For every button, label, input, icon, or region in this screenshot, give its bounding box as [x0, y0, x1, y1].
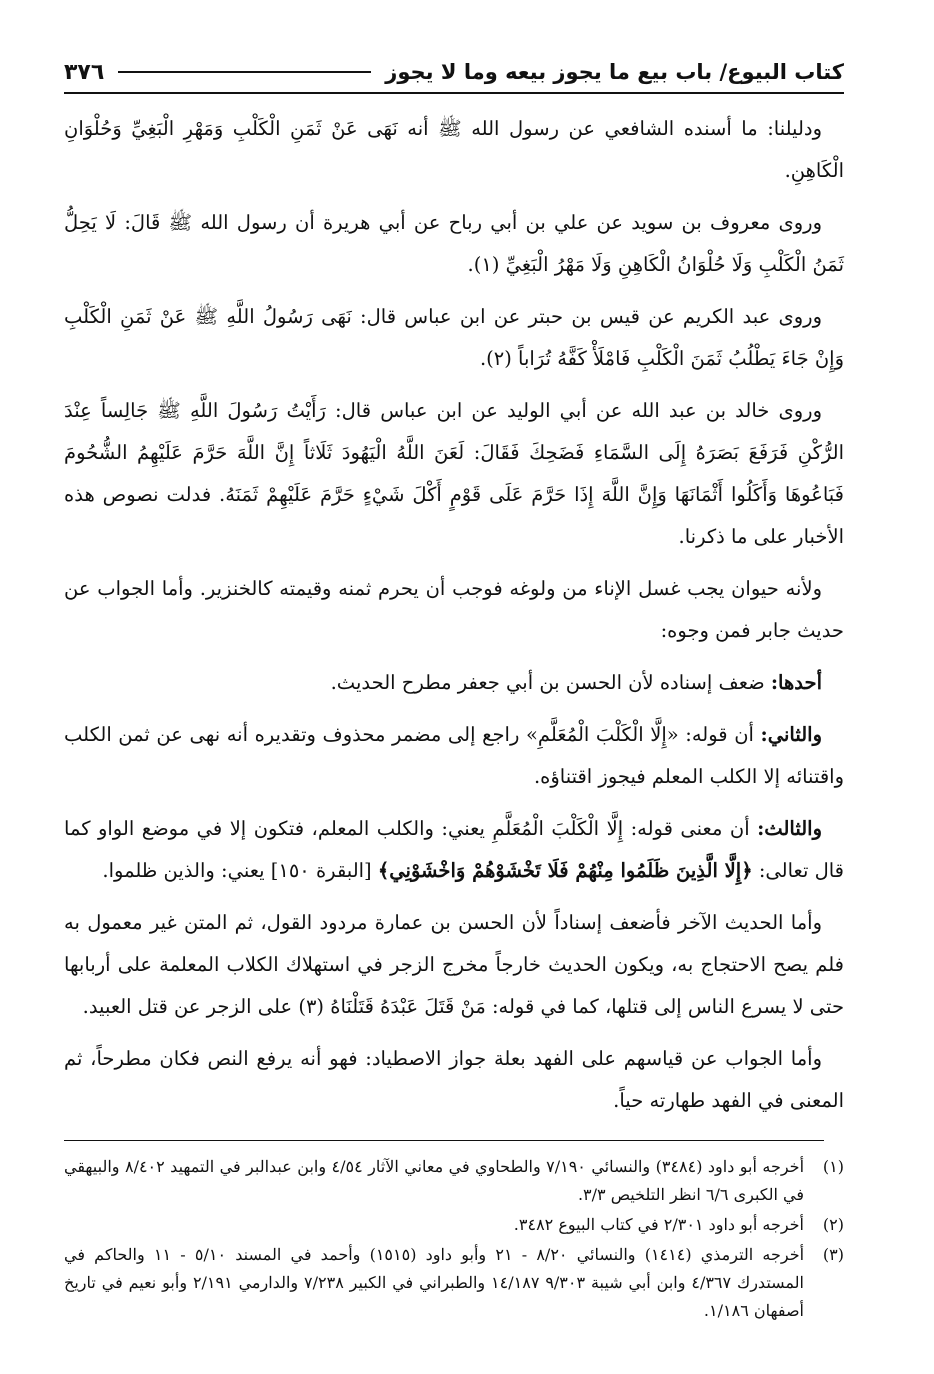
second-answer-text: أن قوله: «إِلَّا الْكَلْبَ الْمُعَلَّمِ» راجع إلى مضمر محذوف وتقديره أنه نهى عن ثمن الكلب واقتنائه إلا الكلب المعلم فيجوز اقتناؤه. [64, 723, 844, 788]
paragraph-second-answer [64, 714, 844, 798]
footnote [64, 1211, 844, 1239]
paragraph-third-answer [64, 808, 844, 892]
running-title: كتاب البيوع/ باب بيع ما يجوز بيعه وما لا يجوز [385, 60, 844, 84]
footnote [64, 1153, 844, 1209]
first-answer-text: ضعف إسناده لأن الحسن بن أبي جعفر مطرح الحديث. [330, 671, 765, 694]
paragraph-analogy-pig: ولأنه حيوان يجب غسل الإناء من ولوغه فوجب أن يحرم ثمنه وقيمته كالخنزير. وأما الجواب عن حديث جابر فمن وجوه: [64, 577, 844, 642]
footnote-number: (٢) [822, 1215, 844, 1234]
book-page [64, 52, 844, 1332]
first-answer-lead: أحدها: [770, 671, 822, 694]
second-answer-lead: والثاني: [760, 723, 823, 746]
third-answer-text-b: [البقرة ١٥٠] يعني: والذين ظلموا. [102, 859, 372, 882]
paragraph-cheetah-analogy: وأما الجواب عن قياسهم على الفهد بعلة جواز الاصطياد: فهو أنه يرفع النص فكان مطرحاً، ثم المعنى في الفهد طهارته حياً. [64, 1047, 844, 1112]
header-dash [118, 71, 371, 73]
paragraph-hadith-ibn-abbas: وروى عبد الكريم عن قيس بن حبتر عن ابن عباس قال: نَهَى رَسُولُ اللَّهِ ﷺ عَنْ ثَمَنِ الْكَلْبِ وَإِنْ جَاءَ يَطْلُبُ ثَمَنَ الْكَلْبِ فَامْلَأْ كَفَّهُ تُرَاباً (٢). [64, 305, 844, 370]
footnote-number: (١) [822, 1157, 844, 1176]
paragraph-other-hadith: وأما الحديث الآخر فأضعف إسناداً لأن الحسن بن عمارة مردود القول، ثم المتن غير معمول به فلم يصح الاحتجاج به، ويكون الحديث خارجاً مخرج الزجر في استهلاك الكلاب المعلمة على أربابها حتى لا يسرع الناس إلى قتلها، كما في قوله: مَنْ قَتَلَ عَبْدَهُ قَتَلْنَاهُ (٣) على الزجر عن قتل العبيد. [64, 911, 844, 1018]
footnote-divider [64, 1140, 824, 1141]
third-answer-lead: والثالث: [757, 817, 822, 840]
paragraph-first-answer [64, 662, 844, 704]
main-text [64, 108, 844, 1122]
third-answer-text-a: أن معنى قوله: إِلَّا الْكَلْبَ الْمُعَلَّمِ يعني: والكلب المعلم، فتكون إلا في موضع الواو كما قال تعالى: [64, 817, 844, 882]
paragraph-hadith-abu-hurayra: وروى معروف بن سويد عن علي بن أبي رباح عن أبي هريرة أن رسول الله ﷺ قَالَ: لَا يَحِلُّ ثَمَنُ الْكَلْبِ وَلَا حُلْوَانُ الْكَاهِنِ وَلَا مَهْرُ الْبَغِيِّ (١). [64, 211, 844, 276]
footnote-text: أخرجه أبو داود ٢/٣٠١ في كتاب البيوع ٣٤٨٢. [513, 1215, 804, 1234]
footnote [64, 1241, 844, 1325]
footnotes [64, 1153, 844, 1325]
page-number: ٣٧٦ [64, 59, 105, 85]
footnote-text: أخرجه أبو داود (٣٤٨٤) والنسائي ٧/١٩٠ والطحاوي في معاني الآثار ٤/٥٤ وابن عبدالبر في التمهيد ٨/٤٠٢ والبيهقي في الكبرى ٦/٦ انظر التلخيص ٣/٣. [64, 1157, 805, 1204]
footnote-number: (٣) [822, 1245, 844, 1264]
footnote-text: أخرجه الترمذي (١٤١٤) والنسائي ٨/٢٠ - ٢١ وأبو داود (١٥١٥) وأحمد في المسند ٥/١٠ - ١١ والحاكم في المستدرك ٤/٣٦٧ وابن أبي شيبة ٩/٣٠٣ ١٤/١٨٧ والطبراني في الكبير ٧/٢٣٨ والدارمي ٢/١٩١ وأبو نعيم في تاريخ أصفهان ١/١٨٦. [64, 1245, 805, 1320]
paragraph-evidence: ودليلنا: ما أسنده الشافعي عن رسول الله ﷺ أنه نَهَى عَنْ ثَمَنِ الْكَلْبِ وَمَهْرِ الْبَغِيِّ وَحُلْوَانِ الْكَاهِنِ. [64, 117, 844, 182]
paragraph-hadith-jews: وروى خالد بن عبد الله عن أبي الوليد عن ابن عباس قال: رَأَيْتُ رَسُولَ اللَّهِ ﷺ جَالِساً عِنْدَ الرُّكْنِ فَرَفَعَ بَصَرَهُ إِلَى السَّمَاءِ فَضَحِكَ فَقَالَ: لَعَنَ اللَّهُ الْيَهُودَ ثَلَاثاً إِنَّ اللَّهَ حَرَّمَ عَلَيْهِمُ الشُّحُومَ فَبَاعُوهَا وَأَكَلُوا أَثْمَانَهَا وَإِنَّ اللَّهَ إِذَا حَرَّمَ عَلَى قَوْمٍ أَكْلَ شَيْءٍ حَرَّمَ عَلَيْهِمْ ثَمَنَهُ. فدلت نصوص هذه الأخبار على ما ذكرنا. [64, 399, 844, 548]
quran-verse: ﴿إِلَّا الَّذِينَ ظَلَمُوا مِنْهُمْ فَلَا تَخْشَوْهُمْ وَاخْشَوْنِي﴾ [377, 859, 753, 882]
page-header [64, 52, 844, 94]
